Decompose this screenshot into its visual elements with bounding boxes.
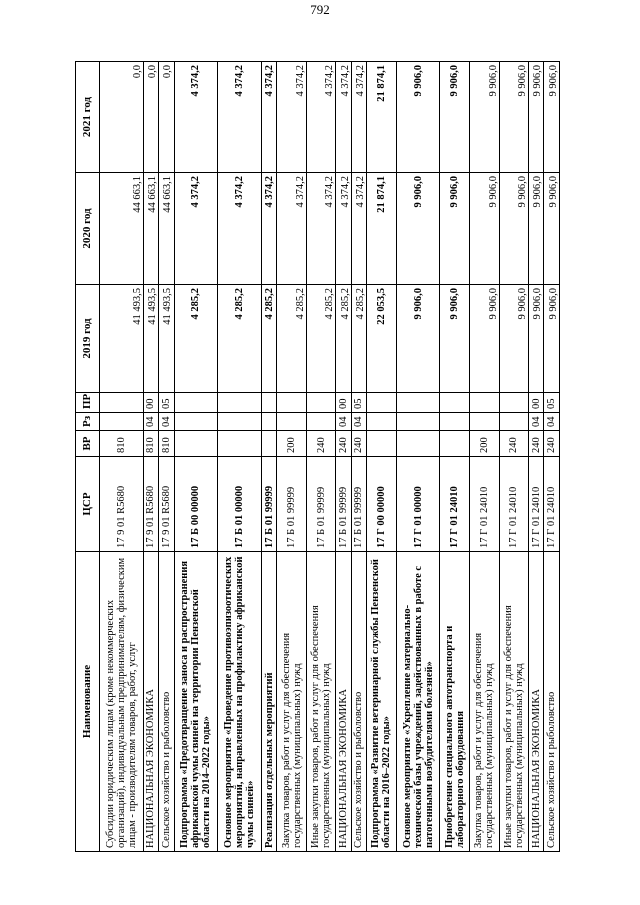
cell-pr (174, 393, 218, 413)
cell-vr (218, 431, 262, 457)
table-header-row (76, 62, 100, 852)
cell-vr: 200 (277, 431, 307, 457)
cell-2019: 9 906,0 (469, 285, 499, 393)
cell-rz (396, 413, 440, 431)
table-row (261, 62, 276, 852)
cell-pr: 00 (336, 393, 351, 413)
cell-2021: 9 906,0 (544, 62, 560, 173)
cell-2020: 4 374,2 (261, 173, 276, 285)
cell-name: Основное мероприятие «Укрепление материально-технической базы учреждений, задействованных в работе с патогенными возбудителями болезней» (396, 552, 440, 852)
cell-vr: 240 (351, 431, 366, 457)
cell-csr: 17 Б 01 99999 (336, 457, 351, 552)
cell-name: НАЦИОНАЛЬНАЯ ЭКОНОМИКА (336, 552, 351, 852)
cell-csr: 17 Г 01 24010 (440, 457, 470, 552)
cell-vr: 240 (529, 431, 544, 457)
cell-2019: 9 906,0 (544, 285, 560, 393)
cell-2019: 41 493,5 (100, 285, 144, 393)
cell-2021: 0,0 (159, 62, 174, 173)
cell-rz (100, 413, 144, 431)
cell-2020: 9 906,0 (469, 173, 499, 285)
table-row (143, 62, 158, 852)
cell-pr: 05 (159, 393, 174, 413)
cell-vr: 240 (544, 431, 560, 457)
cell-vr (261, 431, 276, 457)
table-row (440, 62, 470, 852)
cell-pr: 00 (143, 393, 158, 413)
header-name: Наименование (76, 552, 100, 852)
cell-rz (306, 413, 336, 431)
cell-rz (440, 413, 470, 431)
cell-2020: 4 374,2 (218, 173, 262, 285)
table-row (159, 62, 174, 852)
table-row (174, 62, 218, 852)
budget-table (75, 61, 560, 852)
cell-rz: 04 (529, 413, 544, 431)
cell-rz (367, 413, 397, 431)
cell-2021: 9 906,0 (396, 62, 440, 173)
cell-vr: 810 (159, 431, 174, 457)
cell-vr: 240 (306, 431, 336, 457)
cell-csr: 17 9 01 R5680 (143, 457, 158, 552)
cell-vr: 810 (100, 431, 144, 457)
cell-2019: 4 285,2 (277, 285, 307, 393)
cell-vr (440, 431, 470, 457)
cell-name: Подпрограмма «Предотвращение заноса и распространения африканской чумы свиней на территории Пензенской области на 2014–2022 годы» (174, 552, 218, 852)
cell-pr (396, 393, 440, 413)
cell-pr (469, 393, 499, 413)
cell-name: Сельское хозяйство и рыболовство (159, 552, 174, 852)
cell-name: Сельское хозяйство и рыболовство (544, 552, 560, 852)
cell-2021: 9 906,0 (469, 62, 499, 173)
cell-2020: 9 906,0 (544, 173, 560, 285)
cell-vr: 200 (469, 431, 499, 457)
cell-pr (100, 393, 144, 413)
table-row (544, 62, 560, 852)
cell-2020: 9 906,0 (499, 173, 529, 285)
cell-csr: 17 Б 01 99999 (306, 457, 336, 552)
cell-2020: 44 663,1 (100, 173, 144, 285)
cell-csr: 17 Г 01 24010 (499, 457, 529, 552)
cell-rz (469, 413, 499, 431)
header-2021: 2021 год (76, 62, 100, 173)
table-row (218, 62, 262, 852)
table-row (277, 62, 307, 852)
table-row (469, 62, 499, 852)
cell-2020: 9 906,0 (529, 173, 544, 285)
cell-csr: 17 9 01 R5680 (100, 457, 144, 552)
cell-2021: 4 374,2 (336, 62, 351, 173)
cell-2021: 0,0 (143, 62, 158, 173)
cell-2019: 4 285,2 (218, 285, 262, 393)
header-csr: ЦСР (76, 457, 100, 552)
cell-csr: 17 Б 01 99999 (261, 457, 276, 552)
table-row (529, 62, 544, 852)
cell-2020: 4 374,2 (306, 173, 336, 285)
cell-2019: 9 906,0 (499, 285, 529, 393)
cell-vr: 240 (499, 431, 529, 457)
cell-2019: 9 906,0 (529, 285, 544, 393)
cell-2020: 44 663,1 (159, 173, 174, 285)
cell-2019: 4 285,2 (306, 285, 336, 393)
cell-2019: 41 493,5 (159, 285, 174, 393)
cell-2019: 41 493,5 (143, 285, 158, 393)
cell-2019: 4 285,2 (351, 285, 366, 393)
cell-rz: 04 (336, 413, 351, 431)
cell-2020: 4 374,2 (336, 173, 351, 285)
header-rz: Рз (76, 413, 100, 431)
cell-2021: 4 374,2 (351, 62, 366, 173)
cell-name: Подпрограмма «Развитие ветеринарной службы Пензенской области на 2016–2022 годы» (367, 552, 397, 852)
header-2020: 2020 год (76, 173, 100, 285)
cell-pr (499, 393, 529, 413)
cell-vr (396, 431, 440, 457)
cell-2020: 21 874,1 (367, 173, 397, 285)
cell-2020: 4 374,2 (277, 173, 307, 285)
table-row (306, 62, 336, 852)
cell-2021: 4 374,2 (261, 62, 276, 173)
table-row (367, 62, 397, 852)
cell-rz: 04 (544, 413, 560, 431)
cell-2019: 9 906,0 (440, 285, 470, 393)
cell-pr: 00 (529, 393, 544, 413)
cell-2020: 4 374,2 (174, 173, 218, 285)
cell-2020: 9 906,0 (396, 173, 440, 285)
cell-csr: 17 9 01 R5680 (159, 457, 174, 552)
cell-name: НАЦИОНАЛЬНАЯ ЭКОНОМИКА (143, 552, 158, 852)
cell-vr: 240 (336, 431, 351, 457)
cell-rz (499, 413, 529, 431)
cell-csr: 17 Г 01 00000 (396, 457, 440, 552)
cell-csr: 17 Г 01 24010 (529, 457, 544, 552)
cell-vr (174, 431, 218, 457)
cell-rz (218, 413, 262, 431)
cell-2021: 4 374,2 (277, 62, 307, 173)
cell-2021: 4 374,2 (174, 62, 218, 173)
table-row (396, 62, 440, 852)
cell-2020: 9 906,0 (440, 173, 470, 285)
table-row (351, 62, 366, 852)
cell-pr (218, 393, 262, 413)
cell-name: Иные закупки товаров, работ и услуг для обеспечения государственных (муниципальных) нужд (306, 552, 336, 852)
cell-name: Приобретение специального автотранспорта и лабораторного оборудования (440, 552, 470, 852)
cell-rz (277, 413, 307, 431)
cell-rz: 04 (351, 413, 366, 431)
cell-2021: 0,0 (100, 62, 144, 173)
cell-name: НАЦИОНАЛЬНАЯ ЭКОНОМИКА (529, 552, 544, 852)
cell-pr (277, 393, 307, 413)
cell-csr: 17 Г 00 00000 (367, 457, 397, 552)
table-row (100, 62, 144, 852)
cell-2021: 9 906,0 (440, 62, 470, 173)
cell-csr: 17 Б 00 00000 (174, 457, 218, 552)
rotated-table-container (75, 62, 560, 852)
cell-pr (306, 393, 336, 413)
cell-rz (261, 413, 276, 431)
cell-csr: 17 Б 01 99999 (277, 457, 307, 552)
cell-2021: 21 874,1 (367, 62, 397, 173)
cell-pr (440, 393, 470, 413)
cell-csr: 17 Г 01 24010 (469, 457, 499, 552)
cell-2019: 22 053,5 (367, 285, 397, 393)
cell-pr: 05 (544, 393, 560, 413)
table-row (499, 62, 529, 852)
cell-rz: 04 (143, 413, 158, 431)
cell-2020: 44 663,1 (143, 173, 158, 285)
cell-name: Субсидии юридическим лицам (кроме некоммерческих организаций), индивидуальным предпринимателям, физическим лицам - производителям товаров, работ, услуг (100, 552, 144, 852)
cell-2021: 4 374,2 (218, 62, 262, 173)
cell-name: Основное мероприятие «Проведение противоэпизоотических мероприятий, направленных на профилактику африканской чумы свиней» (218, 552, 262, 852)
cell-csr: 17 Б 01 99999 (351, 457, 366, 552)
cell-2019: 4 285,2 (336, 285, 351, 393)
cell-csr: 17 Б 01 00000 (218, 457, 262, 552)
cell-vr: 810 (143, 431, 158, 457)
cell-2019: 4 285,2 (174, 285, 218, 393)
cell-name: Закупка товаров, работ и услуг для обеспечения государственных (муниципальных) нужд (469, 552, 499, 852)
cell-pr (261, 393, 276, 413)
cell-name: Сельское хозяйство и рыболовство (351, 552, 366, 852)
cell-pr: 05 (351, 393, 366, 413)
cell-2021: 4 374,2 (306, 62, 336, 173)
header-pr: ПР (76, 393, 100, 413)
cell-vr (367, 431, 397, 457)
cell-name: Иные закупки товаров, работ и услуг для обеспечения государственных (муниципальных) нужд (499, 552, 529, 852)
cell-pr (367, 393, 397, 413)
cell-rz (174, 413, 218, 431)
cell-2021: 9 906,0 (499, 62, 529, 173)
cell-csr: 17 Г 01 24010 (544, 457, 560, 552)
header-vr: ВР (76, 431, 100, 457)
cell-2019: 4 285,2 (261, 285, 276, 393)
cell-name: Реализация отдельных мероприятий (261, 552, 276, 852)
cell-2021: 9 906,0 (529, 62, 544, 173)
header-2019: 2019 год (76, 285, 100, 393)
cell-2019: 9 906,0 (396, 285, 440, 393)
page-number: 792 (310, 2, 330, 17)
cell-name: Закупка товаров, работ и услуг для обеспечения государственных (муниципальных) нужд (277, 552, 307, 852)
cell-rz: 04 (159, 413, 174, 431)
cell-2020: 4 374,2 (351, 173, 366, 285)
table-row (336, 62, 351, 852)
